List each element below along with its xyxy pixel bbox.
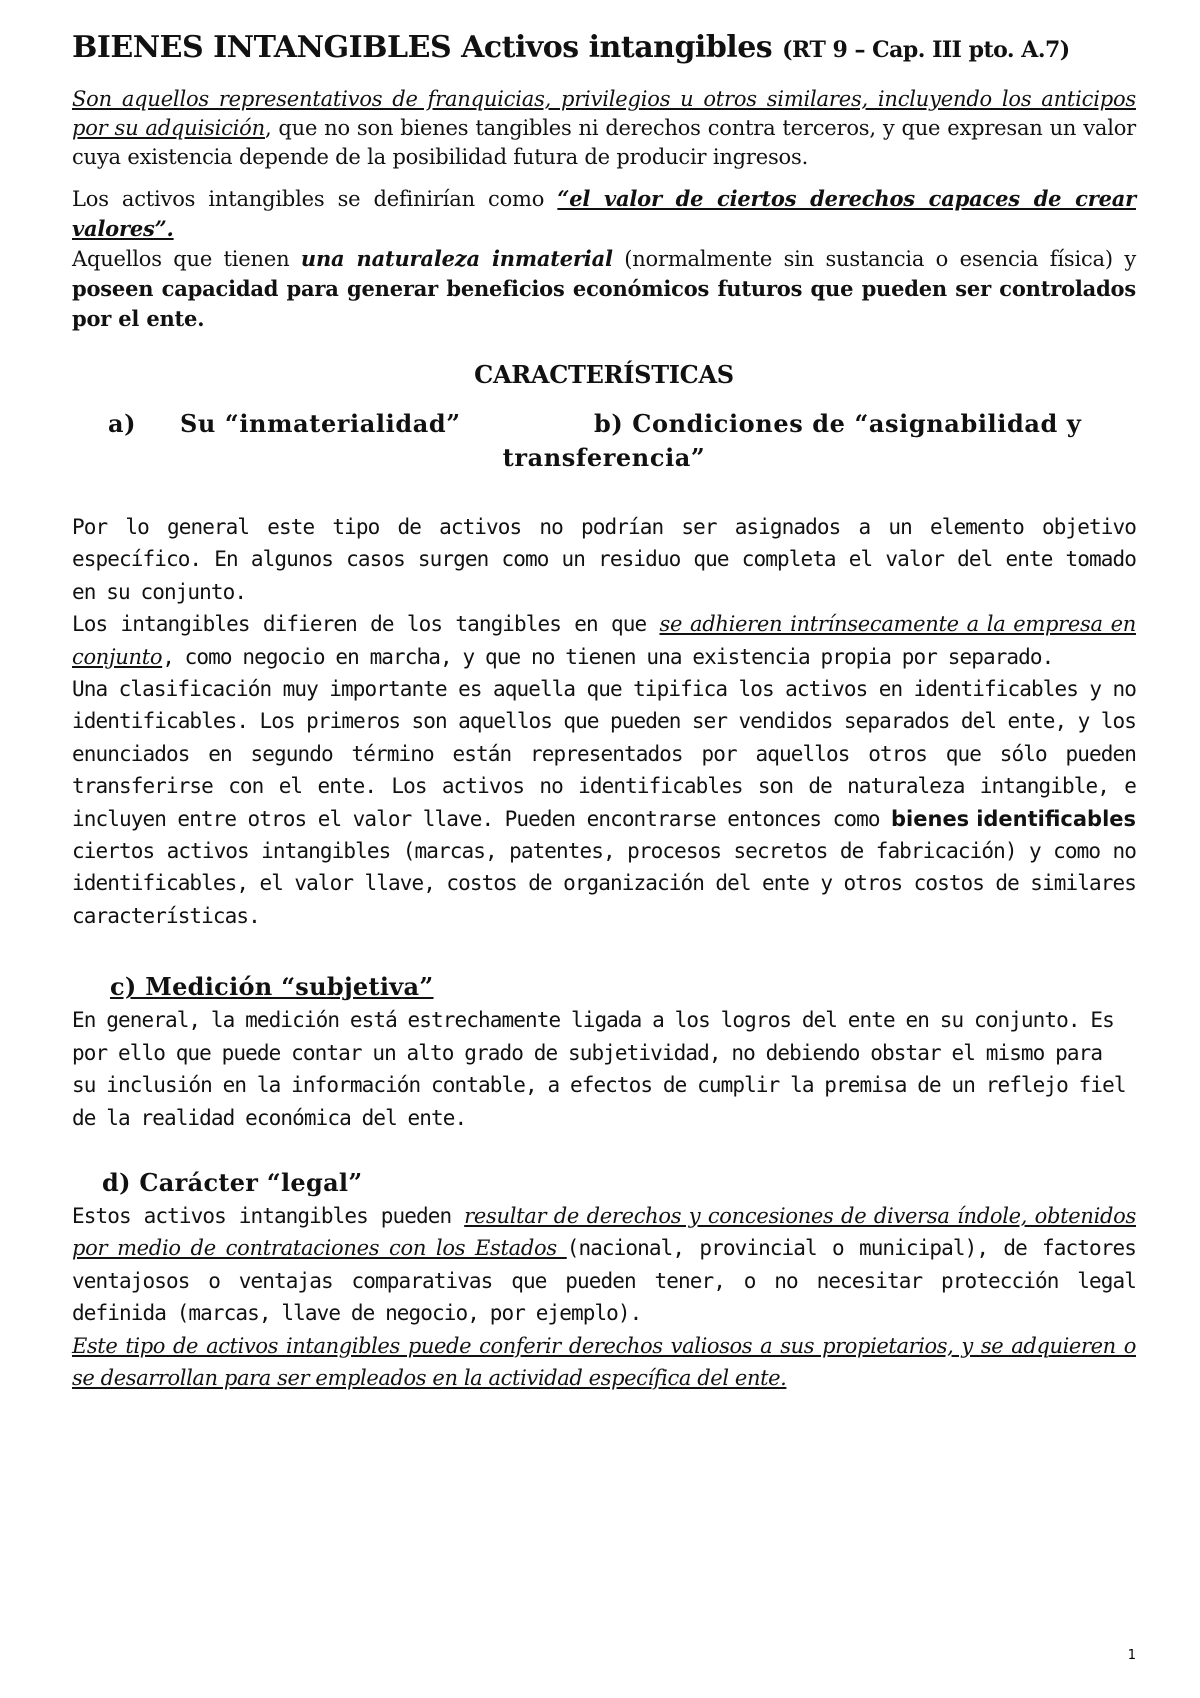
page-number: 1 — [1127, 1648, 1136, 1663]
definition-line2-b: (normalmente sin sustancia o esencia física) y — [612, 247, 1136, 271]
section-d-text-b: (nacional, provincial o municipal), de factores ventajosos o ventajas comparativas que pueden tener, o no necesitar protección legal definida (marcas, llave de negocio, por ejemplo). — [72, 1236, 1136, 1326]
definition-line2-em: una naturaleza inmaterial — [300, 246, 613, 271]
characteristics-heading: CARACTERÍSTICAS — [474, 360, 734, 389]
section-c-heading: c) Medición “subjetiva” — [110, 972, 434, 1002]
definition-quote: “el valor de ciertos derechos capaces de crear valores”. — [72, 186, 1137, 241]
intro-paragraph — [72, 85, 1136, 172]
page-title — [72, 30, 1136, 65]
intro-underlined: Son aquellos representativos de franquicias, privilegios u otros similares, incluyendo los anticipos por su adquisición — [72, 87, 1136, 140]
body-p3-bold: bienes identificables — [891, 806, 1137, 831]
section-c-text: En general, la medición está estrechamente ligada a los logros del ente en su conjunto. Es por ello que puede contar un alto grado de subjetividad, no debiendo obstar el mismo para su inclusión en la información contable, a efectos de cumplir la premisa de un reflejo fiel de la realidad económica del ente. — [72, 1008, 1126, 1130]
characteristics-ab-line — [72, 407, 1136, 441]
body-p2-a: Los intangibles difieren de los tangibles en que — [72, 612, 660, 637]
definition-paragraph — [72, 184, 1136, 244]
item-b-text: b) Condiciones de “asignabilidad y — [594, 409, 1082, 438]
section-d-text-underlined: resultar de derechos y concesiones de diversa índole, obtenidos por medio de contrataciones con los Estados — [72, 1203, 1137, 1261]
body-p2-b: , como negocio en marcha, y que no tienen una existencia propia por separado. — [162, 644, 1054, 669]
body-paragraph-1: Por lo general este tipo de activos no podrían ser asignados a un elemento objetivo específico. En algunos casos surgen como un residuo que completa el valor del ente tomado en su conjunto. — [72, 515, 1136, 604]
body-p2-underlined: se adhieren intrínsecamente a la empresa en conjunto — [72, 612, 1136, 669]
section-d-closing: Este tipo de activos intangibles puede conferir derechos valiosos a sus propietarios, y se adquieren o se desarrollan para ser empleados en la actividad específica del ente. — [72, 1333, 1136, 1390]
definition-lead: Los activos intangibles se definirían como — [72, 187, 558, 211]
definition-line2-bold: poseen capacidad para generar beneficios económicos futuros que pueden ser controlados por el ente. — [72, 276, 1136, 331]
section-d-text-a: Estos activos intangibles pueden — [72, 1203, 465, 1228]
title-reference: (RT 9 – Cap. III pto. A.7) — [782, 37, 1070, 63]
definition-line2-a: Aquellos que tienen — [72, 247, 301, 271]
section-d-heading: d) Carácter “legal” — [102, 1167, 363, 1197]
body-paragraph-2 — [72, 608, 1136, 673]
item-a-label: a) — [108, 409, 137, 438]
body-p3-a: Una clasificación muy importante es aquella que tipifica los activos en identificables y no identificables. Los primeros son aquellos que pueden ser vendidos separados del ente, y los enunciados en segundo término están representados por aquellos otros que sólo pueden transferirse con el ente. Los activos no identificables son de naturaleza intangible, e incluyen entre otros el valor llave. Pueden encontrarse entonces como — [72, 677, 1136, 831]
item-a-text: Su “inmaterialidad” — [180, 409, 461, 438]
item-b-continuation: transferencia” — [502, 443, 706, 472]
title-main: BIENES INTANGIBLES Activos intangibles — [72, 30, 773, 65]
section-d-text — [72, 1200, 1136, 1330]
intro-rest: , que no son bienes tangibles ni derechos contra terceros, y que expresan un valor cuya existencia depende de la posibilidad futura de producir ingresos. — [72, 116, 1137, 169]
body-p3-b: ciertos activos intangibles (marcas, patentes, procesos secretos de fabricación) y como no identificables, el valor llave, costos de organización del ente y otros costos de similares características. — [72, 839, 1136, 928]
body-paragraph-3 — [72, 673, 1136, 932]
definition-paragraph-2 — [72, 244, 1136, 334]
